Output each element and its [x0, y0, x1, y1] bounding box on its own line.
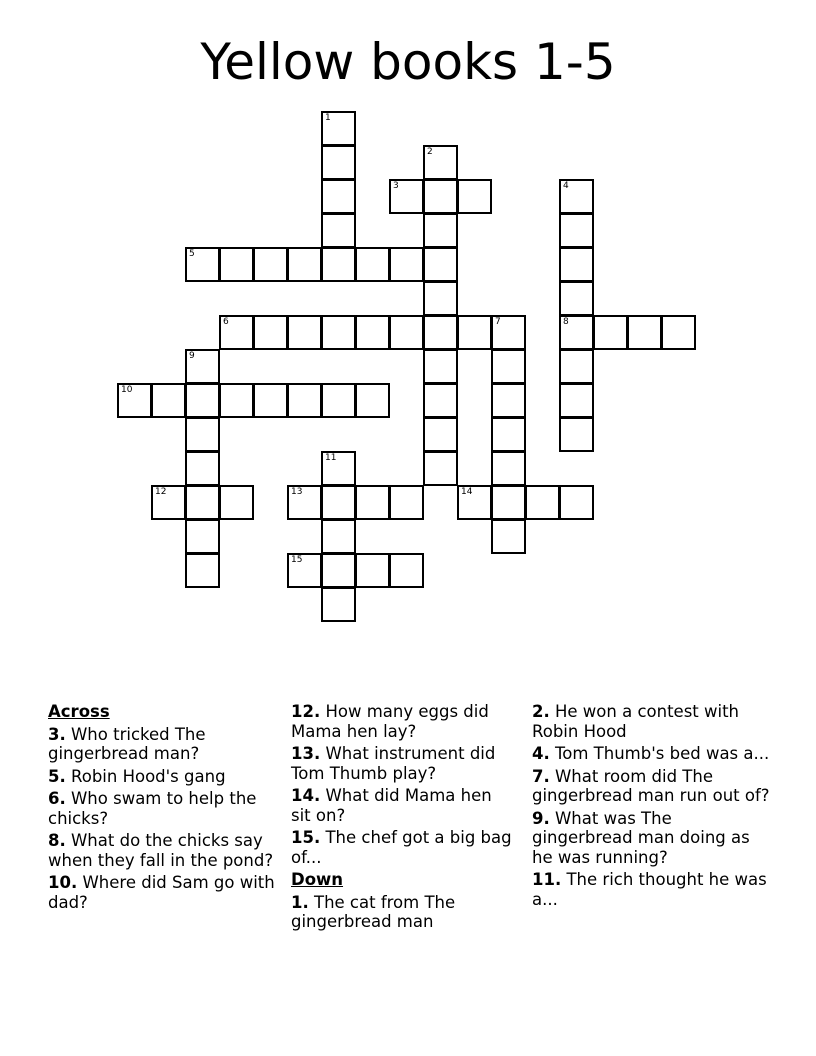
grid-cell[interactable]: [627, 315, 662, 350]
clue-item: [532, 767, 772, 806]
grid-cell[interactable]: [661, 315, 696, 350]
grid-cell[interactable]: [321, 145, 356, 180]
grid-cell[interactable]: [287, 247, 322, 282]
grid-cell[interactable]: [457, 179, 492, 214]
grid-cell[interactable]: [185, 519, 220, 554]
clue-item: [48, 725, 278, 764]
grid-cell[interactable]: [321, 553, 356, 588]
grid-cell[interactable]: [253, 383, 288, 418]
grid-cell[interactable]: [389, 179, 424, 214]
grid-cell[interactable]: [321, 179, 356, 214]
grid-cell[interactable]: [423, 451, 458, 486]
grid-cell[interactable]: [355, 315, 390, 350]
clue-text: Who swam to help the chicks?: [48, 789, 257, 828]
grid-cell[interactable]: [287, 315, 322, 350]
grid-cell[interactable]: [185, 383, 220, 418]
clue-number-label: 15: [291, 555, 303, 565]
grid-cell[interactable]: [185, 485, 220, 520]
grid-cell[interactable]: [491, 349, 526, 384]
grid-cell[interactable]: [321, 485, 356, 520]
grid-cell[interactable]: [185, 417, 220, 452]
clue-item: [532, 809, 772, 868]
clue-text: What instrument did Tom Thumb play?: [291, 744, 496, 783]
clue-text: How many eggs did Mama hen lay?: [291, 702, 489, 741]
clue-number: 6.: [48, 789, 66, 808]
grid-cell[interactable]: [321, 213, 356, 248]
grid-cell[interactable]: [321, 247, 356, 282]
grid-cell[interactable]: [321, 383, 356, 418]
clue-text: Robin Hood's gang: [65, 766, 226, 786]
clue-item: [291, 828, 516, 867]
grid-cell[interactable]: [219, 315, 254, 350]
clue-item: [532, 702, 772, 741]
grid-cell[interactable]: [457, 315, 492, 350]
clue-number-label: 11: [325, 453, 337, 463]
clue-number-label: 13: [291, 487, 303, 497]
grid-cell[interactable]: [219, 485, 254, 520]
clue-number-label: 14: [461, 487, 473, 497]
grid-cell[interactable]: [423, 247, 458, 282]
clue-text: What room did The gingerbread man run out of?: [532, 766, 770, 805]
clue-text: The chef got a big bag of...: [291, 828, 512, 867]
grid-cell[interactable]: [525, 485, 560, 520]
grid-cell[interactable]: [559, 281, 594, 316]
clue-item: [291, 893, 516, 932]
grid-cell[interactable]: [321, 315, 356, 350]
grid-cell[interactable]: [491, 451, 526, 486]
grid-cell[interactable]: [287, 485, 322, 520]
down-heading: Down: [291, 870, 344, 889]
grid-cell[interactable]: [457, 485, 492, 520]
grid-cell[interactable]: [423, 281, 458, 316]
clue-item: [48, 873, 278, 912]
grid-cell[interactable]: [321, 111, 356, 146]
clue-text: What was The gingerbread man doing as he was running?: [532, 808, 750, 867]
down-clue-list-1: [291, 893, 516, 932]
clues-column-3: [532, 702, 772, 912]
clue-number: 13.: [291, 744, 321, 763]
clue-number-label: 4: [563, 181, 569, 191]
clue-number: 1.: [291, 892, 309, 912]
clue-number-label: 3: [393, 181, 399, 191]
grid-cell[interactable]: [593, 315, 628, 350]
grid-cell[interactable]: [355, 553, 390, 588]
grid-cell[interactable]: [559, 485, 594, 520]
grid-cell[interactable]: [389, 315, 424, 350]
clue-text: Tom Thumb's bed was a...: [549, 744, 770, 763]
clue-number-label: 10: [121, 385, 133, 395]
grid-cell[interactable]: [423, 315, 458, 350]
grid-cell[interactable]: [219, 247, 254, 282]
clue-item: [291, 702, 516, 741]
clue-number: 4.: [532, 744, 550, 763]
clue-text: Where did Sam go with dad?: [48, 873, 275, 912]
grid-cell[interactable]: [321, 519, 356, 554]
clue-number: 11.: [532, 870, 562, 889]
clue-number: 5.: [48, 766, 66, 786]
clue-item: [291, 744, 516, 783]
grid-cell[interactable]: [423, 213, 458, 248]
clue-item: [48, 767, 278, 787]
clue-number-label: 12: [155, 487, 167, 497]
clues-column-2: [291, 702, 516, 935]
grid-cell[interactable]: [491, 485, 526, 520]
clue-text: The cat from The gingerbread man: [291, 892, 456, 931]
grid-cell[interactable]: [185, 247, 220, 282]
clue-number: 14.: [291, 786, 321, 805]
clue-number: 7.: [532, 766, 550, 786]
grid-cell[interactable]: [423, 145, 458, 180]
clue-number-label: 7: [495, 317, 501, 327]
grid-cell[interactable]: [423, 417, 458, 452]
clue-number-label: 2: [427, 147, 433, 157]
grid-cell[interactable]: [559, 247, 594, 282]
grid-cell[interactable]: [559, 213, 594, 248]
across-clue-list-1: [48, 725, 278, 913]
clues-column-1: [48, 702, 278, 915]
clue-text: Who tricked The gingerbread man?: [48, 724, 206, 763]
grid-cell[interactable]: [389, 247, 424, 282]
clue-item: [532, 744, 772, 764]
clue-number: 15.: [291, 828, 321, 847]
grid-cell[interactable]: [321, 451, 356, 486]
clue-number: 9.: [532, 808, 550, 828]
grid-cell[interactable]: [559, 349, 594, 384]
clue-number: 3.: [48, 724, 66, 744]
grid-cell[interactable]: [491, 315, 526, 350]
grid-cell[interactable]: [253, 315, 288, 350]
grid-cell[interactable]: [185, 553, 220, 588]
down-clue-list-2: [532, 702, 772, 909]
grid-cell[interactable]: [219, 383, 254, 418]
grid-cell[interactable]: [287, 383, 322, 418]
grid-cell[interactable]: [559, 383, 594, 418]
clue-item: [48, 831, 278, 870]
grid-cell[interactable]: [355, 485, 390, 520]
grid-cell[interactable]: [117, 383, 152, 418]
grid-cell[interactable]: [491, 383, 526, 418]
grid-cell[interactable]: [559, 315, 594, 350]
clue-number: 12.: [291, 702, 321, 721]
grid-cell[interactable]: [287, 553, 322, 588]
grid-cell[interactable]: [491, 519, 526, 554]
clue-number-label: 8: [563, 317, 569, 327]
grid-cell[interactable]: [389, 485, 424, 520]
grid-cell[interactable]: [491, 417, 526, 452]
across-heading: Across: [48, 702, 110, 721]
clue-item: [291, 786, 516, 825]
grid-cell[interactable]: [423, 179, 458, 214]
clue-number-label: 9: [189, 351, 195, 361]
clue-number-label: 1: [325, 113, 331, 123]
clue-number: 2.: [532, 702, 550, 721]
clue-text: He won a contest with Robin Hood: [532, 702, 740, 741]
clue-item: [48, 789, 278, 828]
grid-cell[interactable]: [559, 179, 594, 214]
clue-number: 8.: [48, 831, 66, 850]
across-clue-list-2: [291, 702, 516, 867]
grid-cell[interactable]: [559, 417, 594, 452]
clue-text: What did Mama hen sit on?: [291, 786, 492, 825]
grid-cell[interactable]: [151, 485, 186, 520]
grid-cell[interactable]: [185, 451, 220, 486]
grid-cell[interactable]: [355, 247, 390, 282]
grid-cell[interactable]: [253, 247, 288, 282]
grid-cell[interactable]: [389, 553, 424, 588]
grid-cell[interactable]: [355, 383, 390, 418]
clue-number-label: 5: [189, 249, 195, 259]
clue-text: What do the chicks say when they fall in the pond?: [48, 831, 274, 870]
clue-text: The rich thought he was a...: [532, 870, 767, 909]
puzzle-title: Yellow books 1-5: [200, 33, 616, 91]
grid-cell[interactable]: [151, 383, 186, 418]
grid-cell[interactable]: [423, 349, 458, 384]
grid-cell[interactable]: [321, 587, 356, 622]
clue-item: [532, 870, 772, 909]
grid-cell[interactable]: [423, 383, 458, 418]
clue-number: 10.: [48, 873, 78, 892]
grid-cell[interactable]: [185, 349, 220, 384]
clue-number-label: 6: [223, 317, 229, 327]
